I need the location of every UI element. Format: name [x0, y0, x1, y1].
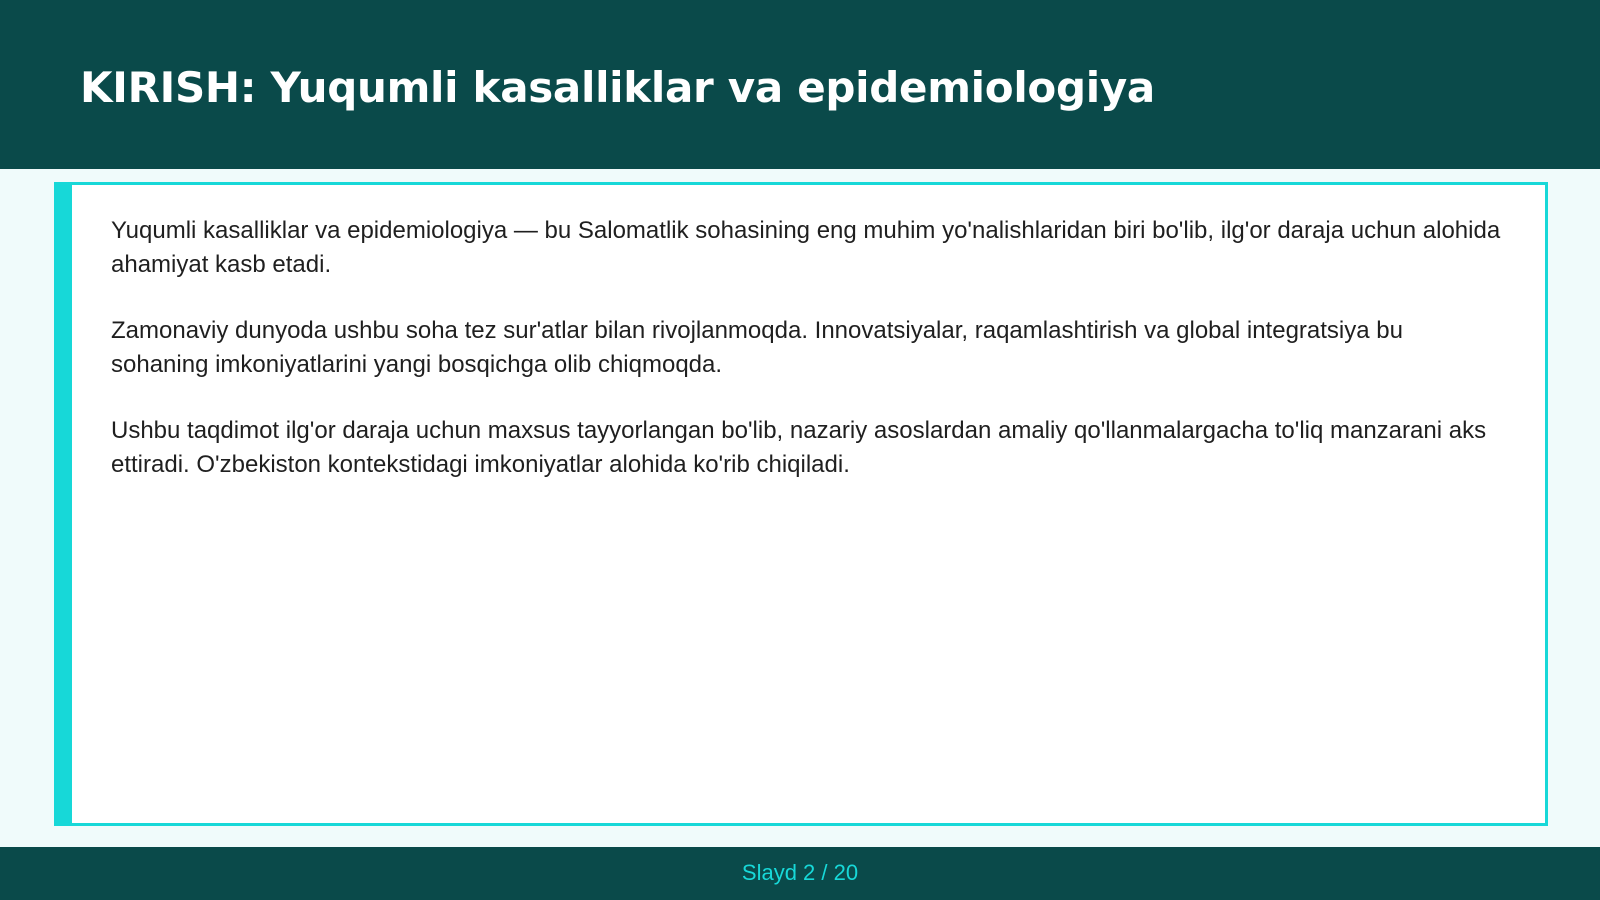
paragraph-3: Ushbu taqdimot ilg'or daraja uchun maxsus tayyorlangan bo'lib, nazariy asoslardan amaliy qo'llanmalargacha to'liq manzarani aks ettiradi. O'zbekiston kontekstidagi imkoniyatlar alohida ko'rib chiqiladi. — [111, 417, 1487, 478]
paragraph-2: Zamonaviy dunyoda ushbu soha tez sur'atlar bilan rivojlanmoqda. Innovatsiyalar, raqamlashtirish va global integratsiya bu sohaning imkoniyatlarini yangi bosqichga olib chiqmoqda. — [111, 317, 1403, 378]
slide-counter: Slayd 2 / 20 — [741, 860, 859, 885]
paragraph-1: Yuqumli kasalliklar va epidemiologiya — bu Salomatlik sohasining eng muhim yo'nalishlaridan biri bo'lib, ilg'or daraja uchun alohida ahamiyat kasb etadi. — [111, 217, 1501, 278]
slide-footer — [0, 847, 1600, 900]
slide-header — [0, 0, 1600, 169]
slide-title: KIRISH: Yuqumli kasalliklar va epidemiologiya — [80, 63, 1155, 112]
slide-body — [111, 214, 1501, 514]
